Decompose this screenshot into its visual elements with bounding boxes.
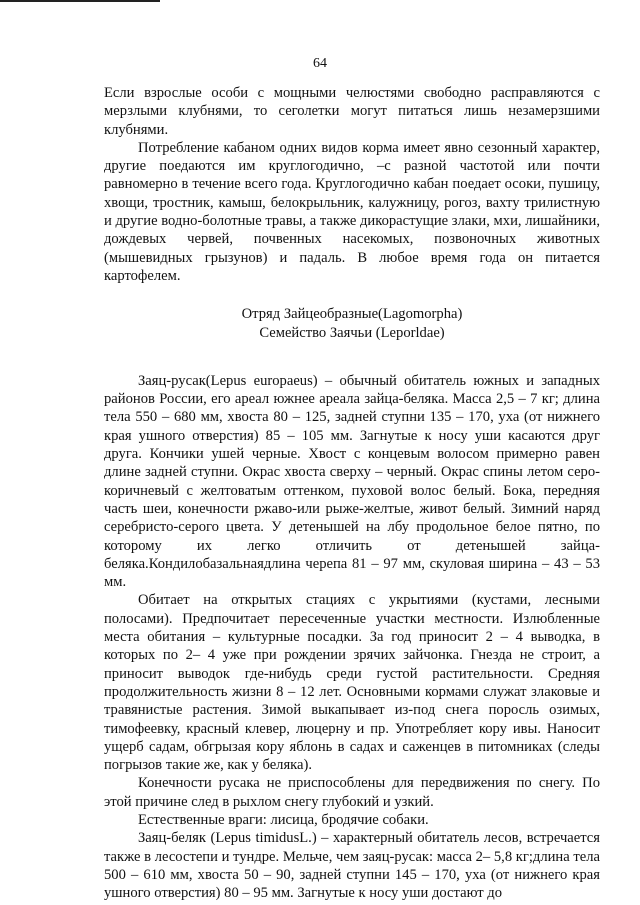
paragraph-brown-hare-description: Заяц-русак(Lepus europaeus) – обычный обитатель южных и западных районов России, его ареал южнее ареала зайца-беляка. Масса 2,5 – 7 кг; длина тела 550 – 680 мм, хвоста 80 – 125, задней ступни 135 – 170, уха (от нижнего края ушного отверстия) 85 – 105 мм. Загнутые к носу уши касаются друг друга. Кончики ушей черные. Хвост с концевым волосом примерно равен длине задней ступни. Окрас хвоста сверху – черный. Окрас спины летом серо-коричневый с желтоватым оттенком, пуховой волос белый. Бока, передняя часть шеи, конечности ржаво-или рыже-желтые, живот белый. Зимний наряд серебристо-серого цвета. У детенышей на лбу продольное белое пятно, по которому их легко отличить от детенышей зайца-беляка.Кондилобазальнаядлина черепа 81 – 97 мм, скуловая ширина – 43 – 53 мм. [104, 372, 600, 591]
page-number: 64 [313, 56, 327, 71]
paragraph-boar-tubers: Если взрослые особи с мощными челюстями свободно расправляются с мерзлыми клубнями, то сеголетки могут питаться лишь незамерзшими клубнями. [104, 85, 600, 138]
paragraph-brown-hare-limbs: Конечности русака не приспособлены для передвижения по снегу. По этой причине след в рыхлом снегу глубокий и узкий. [104, 775, 600, 810]
paragraph-mountain-hare: Заяц-беляк (Lepus timidusL.) – характерный обитатель лесов, встречается также в лесостепи и тундре. Мельче, чем заяц-русак: масса 2– 5,8 кг;длина тела 500 – 610 мм, хвоста 50 – 90, задней ступни 145 – 170, уха (от нижнего края ушного отверстия) 80 – 95 мм. Загнутые к носу уши достают до [104, 830, 600, 902]
paragraph-boar-diet: Потребление кабаном одних видов корма имеет явно сезонный характер, другие поедаются им круглогодично, –с разной частотой или почти равномерно в течение всего года. Круглогодично кабан поедает осоки, пушицу, хвощи, тростник, камыш, белокрыльник, калужницу, рогоз, вахту трилистную и другие водно-болотные травы, а также дикорастущие злаки, мхи, лишайники, дождевых червей, почвенных насекомых, позвоночных животных (мышевидных грызунов) и падаль. В любое время года он питается картофелем. [104, 139, 600, 284]
header-rule [0, 0, 160, 2]
section-heading [104, 305, 600, 342]
paragraph-natural-enemies: Естественные враги: лисица, бродячие собаки. [138, 811, 429, 828]
paragraph-brown-hare-habitat: Обитает на открытых стациях с укрытиями (кустами, лесными полосами). Предпочитает пересеченные участки местности. Излюбленные места обитания – культурные посадки. За год приносит 2 – 4 выводка, в которых по 2– 4 уже при рождении зрячих зайчонка. Гнезда не строит, а приносит выводок где-нибудь среди густой растительности. Средняя продолжительность жизни 8 – 12 лет. Основными кормами служат злаковые и травянистые растения. Зимой выкапывает из-под снега поросль озимых, тимофеевку, красный клевер, люцерну и пр. Употребляет кору ивы. Наносит ущерб садам, обгрызая кору яблонь в садах и саженцев в питомниках (следы погрызов такие же, как у беляка). [104, 592, 600, 774]
order-title: Отряд Зайцеобразные(Lagomorpha) [241, 306, 463, 323]
page-body [104, 84, 600, 902]
family-title: Семейство Заячьи (Leporldae) [259, 324, 445, 341]
